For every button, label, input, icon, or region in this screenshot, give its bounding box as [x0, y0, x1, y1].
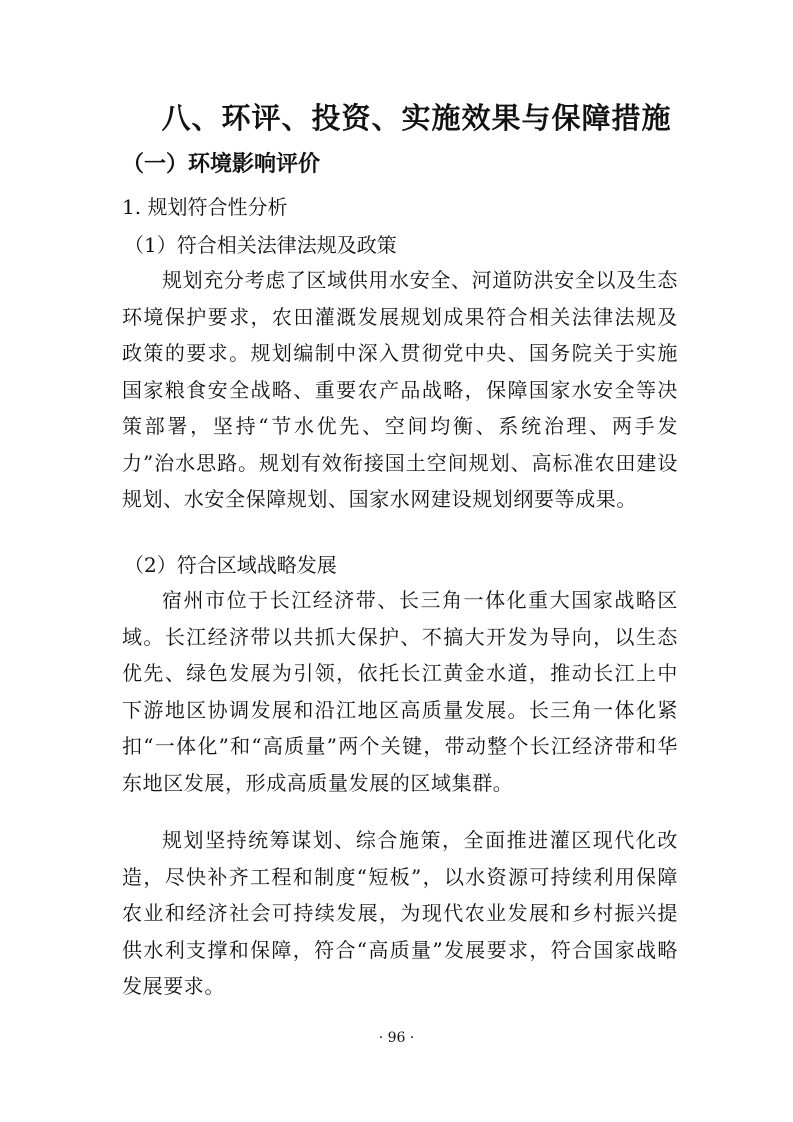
item-1-paragraph: 规划充分考虑了区域供用水安全、河道防洪安全以及生态环境保护要求，农田灌溉发展规划成果符合相关法律法规及政策的要求。规划编制中深入贯彻党中央、国务院关于实施国家粮食安全战略、重要农产品战略，保障国家水安全等决策部署，坚持“节水优先、空间均衡、系统治理、两手发力”治水思路。规划有效衔接国土空间规划、高标准农田建设规划、水安全保障规划、国家水网建设规划纲要等成果。: [122, 268, 678, 511]
subsection-heading: 1. 规划符合性分析: [122, 195, 288, 219]
item-1-heading: （1）符合相关法律法规及政策: [124, 233, 397, 257]
chapter-title: 八、环评、投资、实施效果与保障措施: [161, 101, 672, 135]
page-number: · 96 ·: [378, 1030, 415, 1046]
item-2-paragraph-1: 宿州市位于长江经济带、长三角一体化重大国家战略区域。长江经济带以共抓大保护、不搞大开发为导向，以生态优先、绿色发展为引领，依托长江黄金水道，推动长江上中下游地区协调发展和沿江地区高质量发展。长三角一体化紧扣“一体化”和“高质量”两个关键，带动整个长江经济带和华东地区发展，形成高质量发展的区域集群。: [122, 588, 678, 795]
section-heading: （一）环境影响评价: [122, 152, 321, 177]
item-2-heading: （2）符合区域战略发展: [124, 553, 337, 577]
item-2-paragraph-2: 规划坚持统筹谋划、综合施策，全面推进灌区现代化改造，尽快补齐工程和制度“短板”，以水资源可持续利用保障农业和经济社会可持续发展，为现代农业发展和乡村振兴提供水利支撑和保障，符合“高质量”发展要求，符合国家战略发展要求。: [122, 828, 678, 998]
